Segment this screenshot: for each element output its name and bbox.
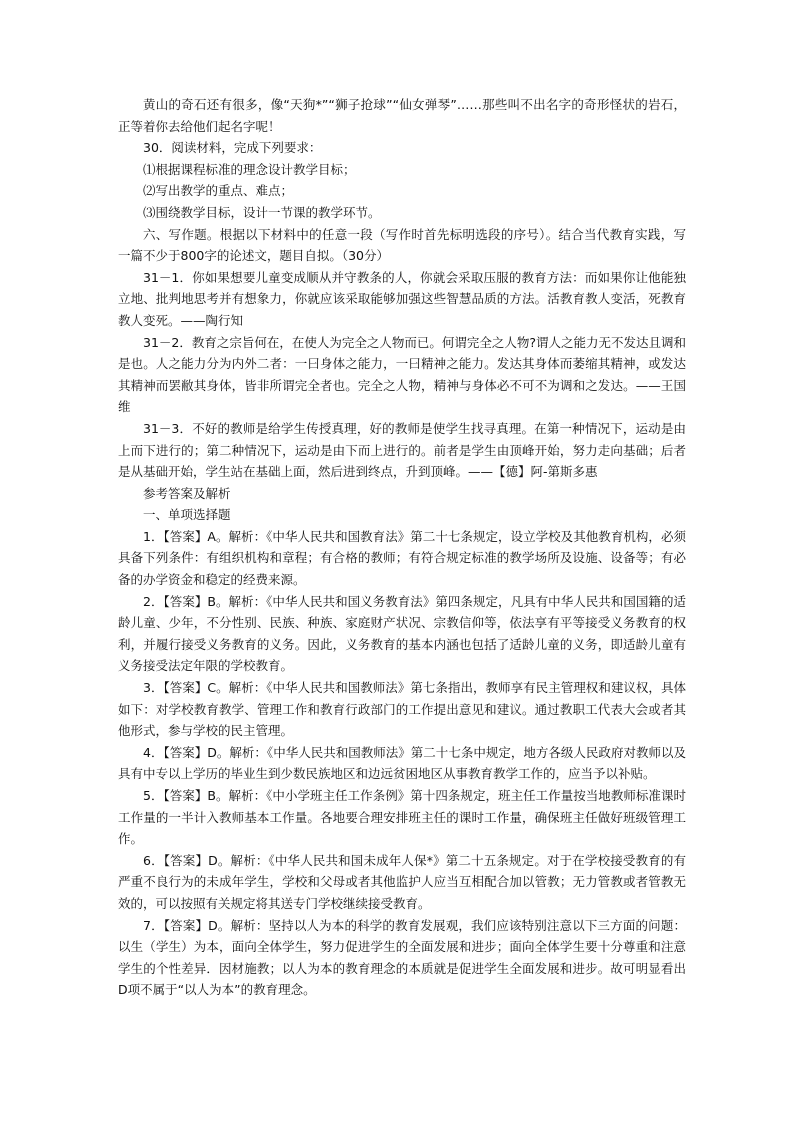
answer-7: 7．【答案】D。解析：坚持以人为本的科学的教育发展观，我们应该特别注意以下三方面的问题：以生（学生）为本，面向全体学生，努力促进学生的全面发展和进步；面向全体学生要十分尊重和注意学生的个性差异．因材施教；以人为本的教育理念的本质就是促进学生全面发展和进步。故可明显看出D项不属于“以人为本”的教育理念。: [118, 917, 686, 998]
requirement-2: ⑵写出教学的重点、难点；: [143, 183, 294, 199]
paragraph-huangshan: 黄山的奇石还有很多，像“天狗*”“狮子抢球”“仙女弹琴”……那些叫不出名字的奇形怪状的岩石，正等着你去给他们起名字呢！: [118, 97, 686, 134]
writing-section-heading: 六、写作题。根据以下材料中的任意一段（写作时首先标明选段的序号）。结合当代教育实践，写一篇不少于800字的论述文，题目自拟。（30分）: [118, 226, 686, 264]
answer-6: 6．【答案】D。解析：《中华人民共和国未成年人保*》第二十五条规定。对于在学校接受教育的有严重不良行为的未成年学生，学校和父母或者其他监护人应当互相配合加以管教；无力管教或者管教无效的，可以按照有关规定将其送专门学校继续接受教育。: [118, 852, 686, 911]
answer-5: 5．【答案】B。解析：《中小学班主任工作条例》第十四条规定，班主任工作量按当地教师标准课时工作量的一半计入教师基本工作量。各地要合理安排班主任的课时工作量，确保班主任做好班级管理工作。: [118, 788, 686, 847]
question-30: 30．阅读材料，完成下列要求：: [143, 140, 322, 156]
requirement-1: ⑴根据课程标准的理念设计教学目标；: [143, 161, 356, 177]
single-choice-heading: 一、单项选择题: [143, 507, 231, 523]
material-31-3: 31－3．不好的教师是给学生传授真理，好的教师是使学生找寻真理。在第一种情况下，运动是由上而下进行的；第二种情况下，运动是由下而上进行的。前者是学生由顶峰开始，努力走向基础；后者是从基础开始，学生站在基础上面，然后进到终点，升到顶峰。——【德】阿-第斯多惠: [118, 420, 686, 480]
answer-4: 4．【答案】D。解析：《中华人民共和国教师法》第二十七条中规定，地方各级人民政府对教师以及具有中专以上学历的毕业生到少数民族地区和边远贫困地区从事教育教学工作的，应当予以补贴。: [118, 744, 686, 782]
requirement-3: ⑶围绕教学目标，设计一节课的教学环节。: [143, 204, 381, 220]
answer-1: 1．【答案】A。解析：《中华人民共和国教育法》第二十七条规定，设立学校及其他教育机构，必须具备下列条件：有组织机构和章程；有合格的教师；有符合规定标准的教学场所及设施、设备等；有必备的办学资金和稳定的经费来源。: [118, 528, 686, 588]
material-31-2: 31－2．教育之宗旨何在，在使人为完全之人物而已。何谓完全之人物?谓人之能力无不发达且调和是也。人之能力分为内外二者：一曰身体之能力，一曰精神之能力。发达其身体而萎缩其精神，或发达其精神而罢敝其身体，皆非所谓完全者也。完全之人物，精神与身体必不可不为调和之发达。——王国维: [118, 334, 686, 415]
answer-2: 2．【答案】B。解析：《中华人民共和国义务教育法》第四条规定，凡具有中华人民共和国国籍的适龄儿童、少年，不分性别、民族、种族、家庭财产状况、宗教信仰等，依法享有平等接受义务教育的权利，并履行接受义务教育的义务。因此，义务教育的基本内涵也包括了适龄儿童的义务，即适龄儿童有义务接受法定年限的学校教育。: [118, 593, 686, 674]
material-31-1: 31－1．你如果想要儿童变成顺从并守教条的人，你就会采取压服的教育方法：而如果你让他能独立地、批判地思考并有想象力，你就应该采取能够加强这些智慧品质的方法。活教育教人变活，死教育教人变死。——陶行知: [118, 269, 686, 328]
answer-3: 3．【答案】C。解析：《中华人民共和国教师法》第七条指出，教师享有民主管理权和建议权，具体如下：对学校教育教学、管理工作和教育行政部门的工作提出意见和建议。通过教职工代表大会或者其他形式，参与学校的民主管理。: [118, 680, 686, 739]
document-page: [118, 94, 686, 1001]
answers-heading: 参考答案及解析: [143, 485, 231, 501]
